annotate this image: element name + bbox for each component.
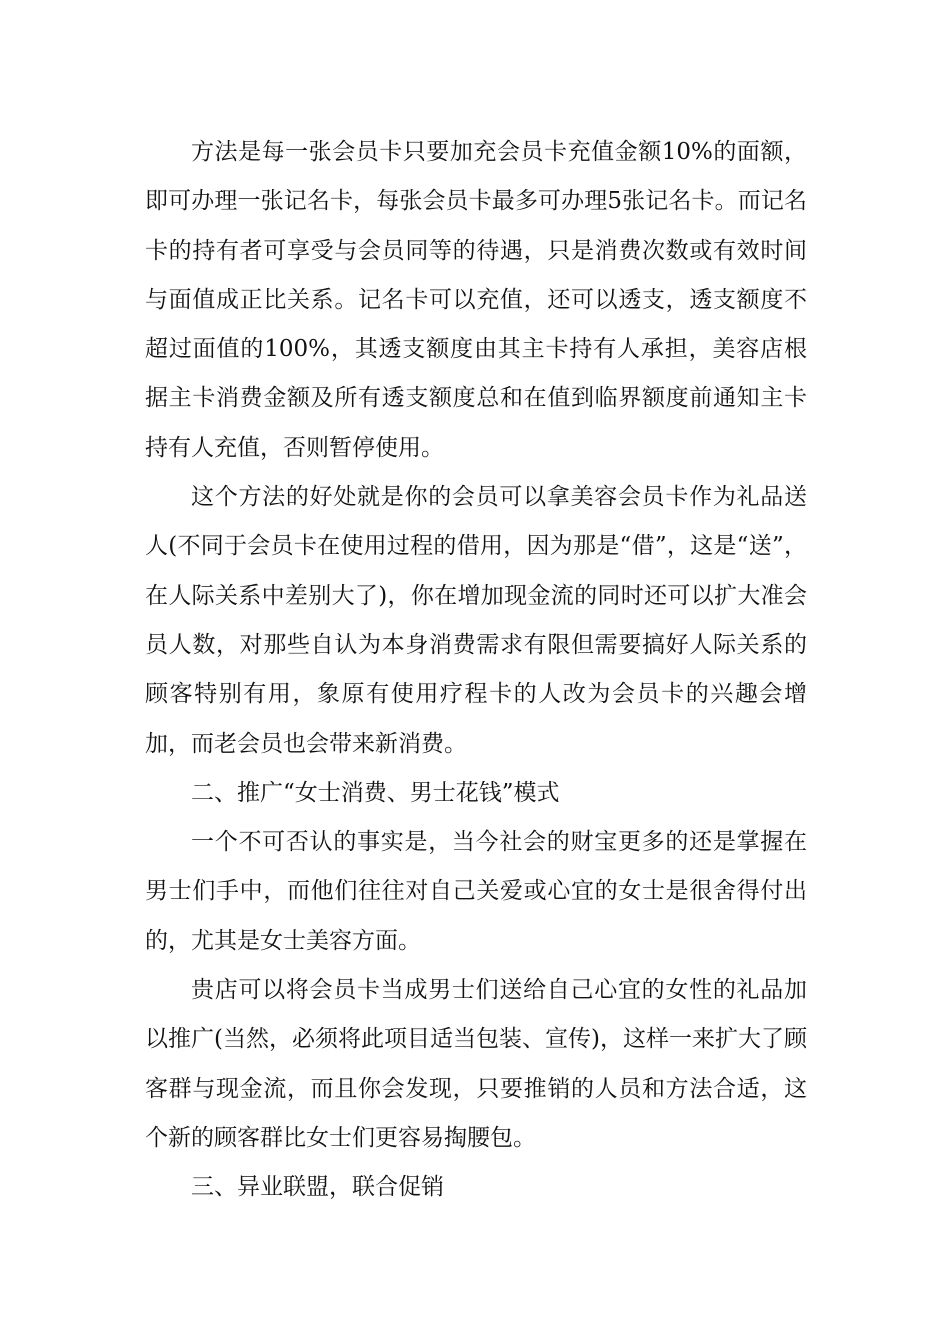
paragraph-membership-named-card: 方法是每一张会员卡只要加充会员卡充值金额10%的面额，即可办理一张记名卡，每张会员卡最多可办理5张记名卡。而记名卡的持有者可享受与会员同等的待遇，只是消费次数或有效时间与面值成正比关系。记名卡可以充值，还可以透支，透支额度不超过面值的100%，其透支额度由其主卡持有人承担，美容店根据主卡消费金额及所有透支额度总和在值到临界额度前通知主卡持有人充值，否则暂停使用。 [145,139,807,461]
section-heading-3: 三、异业联盟，联合促销 [191,1174,444,1201]
paragraph-gift-benefit: 这个方法的好处就是你的会员可以拿美容会员卡作为礼品送人(不同于会员卡在使用过程的借用，因为那是“借”，这是“送”，在人际关系中差别大了)，你在增加现金流的同时还可以扩大准会员人数，对那些自认为本身消费需求有限但需要搞好人际关系的顾客特别有用，象原有使用疗程卡的人改为会员卡的兴趣会增加，而老会员也会带来新消费。 [145,484,807,757]
paragraph-gift-promotion: 贵店可以将会员卡当成男士们送给自己心宜的女性的礼品加以推广(当然，必须将此项目适当包装、宣传)，这样一来扩大了顾客群与现金流，而且你会发现，只要推销的人员和方法合适，这个新的顾客群比女士们更容易掏腰包。 [145,977,807,1151]
paragraph-men-spending: 一个不可否认的事实是，当今社会的财宝更多的还是掌握在男士们手中，而他们往往对自己关爱或心宜的女士是很舍得付出的，尤其是女士美容方面。 [145,829,807,954]
document-body [145,128,807,1213]
section-heading-2: 二、推广“女士消费、男士花钱”模式 [191,779,560,806]
